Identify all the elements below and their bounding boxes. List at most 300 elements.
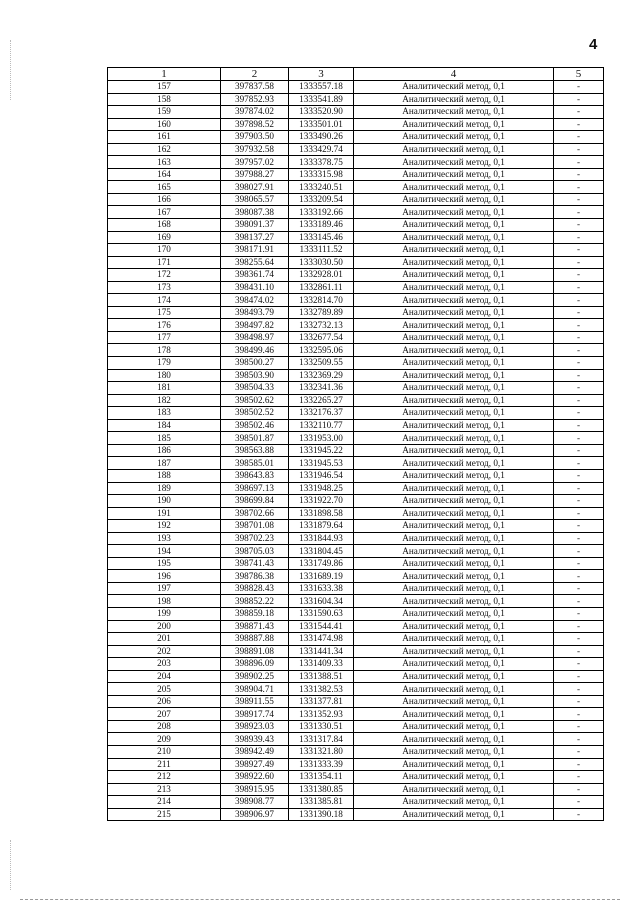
- method-cell: Аналитический метод, 0,1: [354, 244, 554, 257]
- method-cell: Аналитический метод, 0,1: [354, 382, 554, 395]
- method-cell: Аналитический метод, 0,1: [354, 219, 554, 232]
- y-coordinate-cell: 1333030.50: [289, 256, 354, 269]
- table-row: [108, 758, 604, 771]
- y-coordinate-cell: 1331844.93: [289, 532, 354, 545]
- point-number-cell: 179: [108, 357, 221, 370]
- note-cell: -: [554, 582, 604, 595]
- method-cell: Аналитический метод, 0,1: [354, 269, 554, 282]
- note-cell: -: [554, 808, 604, 821]
- table-row: [108, 281, 604, 294]
- y-coordinate-cell: 1332369.29: [289, 369, 354, 382]
- y-coordinate-cell: 1333315.98: [289, 168, 354, 181]
- table-row: [108, 495, 604, 508]
- y-coordinate-cell: 1331388.51: [289, 670, 354, 683]
- x-coordinate-cell: 398502.46: [221, 419, 289, 432]
- x-coordinate-cell: 398499.46: [221, 344, 289, 357]
- table-row: [108, 620, 604, 633]
- y-coordinate-cell: 1331409.33: [289, 658, 354, 671]
- y-coordinate-cell: 1333541.89: [289, 93, 354, 106]
- x-coordinate-cell: 398699.84: [221, 495, 289, 508]
- x-coordinate-cell: 398939.43: [221, 733, 289, 746]
- table-row: [108, 294, 604, 307]
- x-coordinate-cell: 398498.97: [221, 331, 289, 344]
- method-cell: Аналитический метод, 0,1: [354, 532, 554, 545]
- point-number-cell: 167: [108, 206, 221, 219]
- point-number-cell: 162: [108, 143, 221, 156]
- method-cell: Аналитический метод, 0,1: [354, 733, 554, 746]
- table-row: [108, 394, 604, 407]
- note-cell: -: [554, 281, 604, 294]
- note-cell: -: [554, 206, 604, 219]
- x-coordinate-cell: 398027.91: [221, 181, 289, 194]
- x-coordinate-cell: 398906.97: [221, 808, 289, 821]
- note-cell: -: [554, 294, 604, 307]
- method-cell: Аналитический метод, 0,1: [354, 81, 554, 94]
- method-cell: Аналитический метод, 0,1: [354, 118, 554, 131]
- note-cell: -: [554, 520, 604, 533]
- method-cell: Аналитический метод, 0,1: [354, 457, 554, 470]
- method-cell: Аналитический метод, 0,1: [354, 595, 554, 608]
- point-number-cell: 171: [108, 256, 221, 269]
- method-cell: Аналитический метод, 0,1: [354, 143, 554, 156]
- note-cell: -: [554, 670, 604, 683]
- x-coordinate-cell: 398091.37: [221, 219, 289, 232]
- x-coordinate-cell: 398859.18: [221, 607, 289, 620]
- note-cell: -: [554, 620, 604, 633]
- y-coordinate-cell: 1331689.19: [289, 570, 354, 583]
- note-cell: -: [554, 81, 604, 94]
- note-cell: -: [554, 607, 604, 620]
- scan-margin-mark: [10, 40, 11, 100]
- table-row: [108, 570, 604, 583]
- point-number-cell: 180: [108, 369, 221, 382]
- y-coordinate-cell: 1331804.45: [289, 545, 354, 558]
- table-row: [108, 670, 604, 683]
- x-coordinate-cell: 398137.27: [221, 231, 289, 244]
- method-cell: Аналитический метод, 0,1: [354, 633, 554, 646]
- table-row: [108, 306, 604, 319]
- column-header: 4: [354, 68, 554, 81]
- note-cell: -: [554, 156, 604, 169]
- point-number-cell: 204: [108, 670, 221, 683]
- note-cell: -: [554, 193, 604, 206]
- method-cell: Аналитический метод, 0,1: [354, 708, 554, 721]
- x-coordinate-cell: 398917.74: [221, 708, 289, 721]
- note-cell: -: [554, 469, 604, 482]
- x-coordinate-cell: 397874.02: [221, 106, 289, 119]
- table-row: [108, 244, 604, 257]
- table-row: [108, 708, 604, 721]
- x-coordinate-cell: 398502.62: [221, 394, 289, 407]
- method-cell: Аналитический метод, 0,1: [354, 432, 554, 445]
- point-number-cell: 206: [108, 695, 221, 708]
- point-number-cell: 194: [108, 545, 221, 558]
- y-coordinate-cell: 1331590.63: [289, 607, 354, 620]
- point-number-cell: 166: [108, 193, 221, 206]
- method-cell: Аналитический метод, 0,1: [354, 369, 554, 382]
- point-number-cell: 164: [108, 168, 221, 181]
- note-cell: -: [554, 369, 604, 382]
- table-row: [108, 131, 604, 144]
- table-row: [108, 319, 604, 332]
- note-cell: -: [554, 783, 604, 796]
- table-row: [108, 469, 604, 482]
- y-coordinate-cell: 1332928.01: [289, 269, 354, 282]
- table-row: [108, 331, 604, 344]
- note-cell: -: [554, 658, 604, 671]
- table-row: [108, 444, 604, 457]
- x-coordinate-cell: 398911.55: [221, 695, 289, 708]
- y-coordinate-cell: 1333111.52: [289, 244, 354, 257]
- method-cell: Аналитический метод, 0,1: [354, 106, 554, 119]
- method-cell: Аналитический метод, 0,1: [354, 495, 554, 508]
- y-coordinate-cell: 1332265.27: [289, 394, 354, 407]
- x-coordinate-cell: 398887.88: [221, 633, 289, 646]
- x-coordinate-cell: 398904.71: [221, 683, 289, 696]
- note-cell: -: [554, 457, 604, 470]
- table-row: [108, 507, 604, 520]
- table-row: [108, 745, 604, 758]
- scan-bottom-rule: [20, 899, 620, 900]
- y-coordinate-cell: 1331544.41: [289, 620, 354, 633]
- x-coordinate-cell: 398503.90: [221, 369, 289, 382]
- table-row: [108, 482, 604, 495]
- note-cell: -: [554, 695, 604, 708]
- x-coordinate-cell: 398942.49: [221, 745, 289, 758]
- point-number-cell: 213: [108, 783, 221, 796]
- table-row: [108, 168, 604, 181]
- method-cell: Аналитический метод, 0,1: [354, 394, 554, 407]
- x-coordinate-cell: 398915.95: [221, 783, 289, 796]
- method-cell: Аналитический метод, 0,1: [354, 319, 554, 332]
- column-header: 2: [221, 68, 289, 81]
- y-coordinate-cell: 1332732.13: [289, 319, 354, 332]
- note-cell: -: [554, 269, 604, 282]
- table-body: [108, 81, 604, 821]
- x-coordinate-cell: 398871.43: [221, 620, 289, 633]
- y-coordinate-cell: 1332341.36: [289, 382, 354, 395]
- method-cell: Аналитический метод, 0,1: [354, 695, 554, 708]
- x-coordinate-cell: 398431.10: [221, 281, 289, 294]
- x-coordinate-cell: 398087.38: [221, 206, 289, 219]
- method-cell: Аналитический метод, 0,1: [354, 645, 554, 658]
- method-cell: Аналитический метод, 0,1: [354, 294, 554, 307]
- note-cell: -: [554, 106, 604, 119]
- method-cell: Аналитический метод, 0,1: [354, 783, 554, 796]
- table-row: [108, 695, 604, 708]
- point-number-cell: 161: [108, 131, 221, 144]
- table-row: [108, 720, 604, 733]
- method-cell: Аналитический метод, 0,1: [354, 520, 554, 533]
- note-cell: -: [554, 357, 604, 370]
- y-coordinate-cell: 1331321.80: [289, 745, 354, 758]
- x-coordinate-cell: 398065.57: [221, 193, 289, 206]
- column-header: 5: [554, 68, 604, 81]
- point-number-cell: 159: [108, 106, 221, 119]
- x-coordinate-cell: 398504.33: [221, 382, 289, 395]
- point-number-cell: 198: [108, 595, 221, 608]
- y-coordinate-cell: 1332110.77: [289, 419, 354, 432]
- method-cell: Аналитический метод, 0,1: [354, 156, 554, 169]
- method-cell: Аналитический метод, 0,1: [354, 808, 554, 821]
- note-cell: -: [554, 143, 604, 156]
- x-coordinate-cell: 398852.22: [221, 595, 289, 608]
- x-coordinate-cell: 398741.43: [221, 557, 289, 570]
- y-coordinate-cell: 1331330.51: [289, 720, 354, 733]
- point-number-cell: 173: [108, 281, 221, 294]
- x-coordinate-cell: 397957.02: [221, 156, 289, 169]
- method-cell: Аналитический метод, 0,1: [354, 281, 554, 294]
- note-cell: -: [554, 557, 604, 570]
- note-cell: -: [554, 733, 604, 746]
- y-coordinate-cell: 1333501.01: [289, 118, 354, 131]
- table-row: [108, 645, 604, 658]
- table-row: [108, 181, 604, 194]
- y-coordinate-cell: 1331922.70: [289, 495, 354, 508]
- note-cell: -: [554, 382, 604, 395]
- y-coordinate-cell: 1331354.11: [289, 771, 354, 784]
- point-number-cell: 178: [108, 344, 221, 357]
- y-coordinate-cell: 1332789.89: [289, 306, 354, 319]
- x-coordinate-cell: 398643.83: [221, 469, 289, 482]
- y-coordinate-cell: 1333520.90: [289, 106, 354, 119]
- note-cell: -: [554, 219, 604, 232]
- method-cell: Аналитический метод, 0,1: [354, 469, 554, 482]
- note-cell: -: [554, 532, 604, 545]
- point-number-cell: 175: [108, 306, 221, 319]
- y-coordinate-cell: 1332176.37: [289, 407, 354, 420]
- point-number-cell: 202: [108, 645, 221, 658]
- x-coordinate-cell: 398927.49: [221, 758, 289, 771]
- table-row: [108, 633, 604, 646]
- table-row: [108, 407, 604, 420]
- point-number-cell: 208: [108, 720, 221, 733]
- table-row: [108, 658, 604, 671]
- point-number-cell: 200: [108, 620, 221, 633]
- note-cell: -: [554, 93, 604, 106]
- note-cell: -: [554, 507, 604, 520]
- y-coordinate-cell: 1333490.26: [289, 131, 354, 144]
- point-number-cell: 212: [108, 771, 221, 784]
- method-cell: Аналитический метод, 0,1: [354, 331, 554, 344]
- y-coordinate-cell: 1331377.81: [289, 695, 354, 708]
- method-cell: Аналитический метод, 0,1: [354, 357, 554, 370]
- point-number-cell: 184: [108, 419, 221, 432]
- x-coordinate-cell: 397932.58: [221, 143, 289, 156]
- x-coordinate-cell: 398585.01: [221, 457, 289, 470]
- table-row: [108, 357, 604, 370]
- method-cell: Аналитический метод, 0,1: [354, 582, 554, 595]
- method-cell: Аналитический метод, 0,1: [354, 444, 554, 457]
- point-number-cell: 205: [108, 683, 221, 696]
- y-coordinate-cell: 1331633.38: [289, 582, 354, 595]
- point-number-cell: 176: [108, 319, 221, 332]
- table-row: [108, 156, 604, 169]
- point-number-cell: 181: [108, 382, 221, 395]
- table-row: [108, 595, 604, 608]
- y-coordinate-cell: 1331333.39: [289, 758, 354, 771]
- x-coordinate-cell: 398902.25: [221, 670, 289, 683]
- point-number-cell: 163: [108, 156, 221, 169]
- table-row: [108, 432, 604, 445]
- y-coordinate-cell: 1331879.64: [289, 520, 354, 533]
- table-row: [108, 796, 604, 809]
- note-cell: -: [554, 344, 604, 357]
- y-coordinate-cell: 1333557.18: [289, 81, 354, 94]
- x-coordinate-cell: 398908.77: [221, 796, 289, 809]
- table-row: [108, 344, 604, 357]
- note-cell: -: [554, 595, 604, 608]
- x-coordinate-cell: 398896.09: [221, 658, 289, 671]
- x-coordinate-cell: 398255.64: [221, 256, 289, 269]
- method-cell: Аналитический метод, 0,1: [354, 507, 554, 520]
- x-coordinate-cell: 398502.52: [221, 407, 289, 420]
- y-coordinate-cell: 1331385.81: [289, 796, 354, 809]
- note-cell: -: [554, 244, 604, 257]
- y-coordinate-cell: 1331474.98: [289, 633, 354, 646]
- method-cell: Аналитический метод, 0,1: [354, 720, 554, 733]
- point-number-cell: 215: [108, 808, 221, 821]
- note-cell: -: [554, 545, 604, 558]
- method-cell: Аналитический метод, 0,1: [354, 771, 554, 784]
- method-cell: Аналитический метод, 0,1: [354, 206, 554, 219]
- y-coordinate-cell: 1333209.54: [289, 193, 354, 206]
- y-coordinate-cell: 1331441.34: [289, 645, 354, 658]
- method-cell: Аналитический метод, 0,1: [354, 482, 554, 495]
- table-row: [108, 256, 604, 269]
- point-number-cell: 211: [108, 758, 221, 771]
- table-row: [108, 771, 604, 784]
- table-row: [108, 545, 604, 558]
- y-coordinate-cell: 1331380.85: [289, 783, 354, 796]
- point-number-cell: 185: [108, 432, 221, 445]
- table-row: [108, 206, 604, 219]
- table-row: [108, 93, 604, 106]
- x-coordinate-cell: 397903.50: [221, 131, 289, 144]
- method-cell: Аналитический метод, 0,1: [354, 344, 554, 357]
- note-cell: -: [554, 419, 604, 432]
- point-number-cell: 160: [108, 118, 221, 131]
- y-coordinate-cell: 1333429.74: [289, 143, 354, 156]
- y-coordinate-cell: 1331948.25: [289, 482, 354, 495]
- x-coordinate-cell: 397837.58: [221, 81, 289, 94]
- y-coordinate-cell: 1331945.22: [289, 444, 354, 457]
- y-coordinate-cell: 1332814.70: [289, 294, 354, 307]
- x-coordinate-cell: 398922.60: [221, 771, 289, 784]
- note-cell: -: [554, 306, 604, 319]
- point-number-cell: 186: [108, 444, 221, 457]
- x-coordinate-cell: 398563.88: [221, 444, 289, 457]
- y-coordinate-cell: 1333240.51: [289, 181, 354, 194]
- table-row: [108, 520, 604, 533]
- column-header: 3: [289, 68, 354, 81]
- y-coordinate-cell: 1331749.86: [289, 557, 354, 570]
- method-cell: Аналитический метод, 0,1: [354, 683, 554, 696]
- x-coordinate-cell: 398923.03: [221, 720, 289, 733]
- y-coordinate-cell: 1331946.54: [289, 469, 354, 482]
- point-number-cell: 174: [108, 294, 221, 307]
- method-cell: Аналитический метод, 0,1: [354, 557, 554, 570]
- point-number-cell: 169: [108, 231, 221, 244]
- point-number-cell: 170: [108, 244, 221, 257]
- x-coordinate-cell: 398361.74: [221, 269, 289, 282]
- x-coordinate-cell: 398493.79: [221, 306, 289, 319]
- point-number-cell: 177: [108, 331, 221, 344]
- point-number-cell: 203: [108, 658, 221, 671]
- point-number-cell: 190: [108, 495, 221, 508]
- method-cell: Аналитический метод, 0,1: [354, 306, 554, 319]
- table-row: [108, 607, 604, 620]
- x-coordinate-cell: 398828.43: [221, 582, 289, 595]
- x-coordinate-cell: 398474.02: [221, 294, 289, 307]
- method-cell: Аналитический метод, 0,1: [354, 407, 554, 420]
- point-number-cell: 182: [108, 394, 221, 407]
- y-coordinate-cell: 1332861.11: [289, 281, 354, 294]
- x-coordinate-cell: 398702.66: [221, 507, 289, 520]
- y-coordinate-cell: 1332677.54: [289, 331, 354, 344]
- point-number-cell: 195: [108, 557, 221, 570]
- point-number-cell: 188: [108, 469, 221, 482]
- method-cell: Аналитический метод, 0,1: [354, 193, 554, 206]
- method-cell: Аналитический метод, 0,1: [354, 745, 554, 758]
- note-cell: -: [554, 570, 604, 583]
- note-cell: -: [554, 444, 604, 457]
- method-cell: Аналитический метод, 0,1: [354, 256, 554, 269]
- y-coordinate-cell: 1333189.46: [289, 219, 354, 232]
- y-coordinate-cell: 1331390.18: [289, 808, 354, 821]
- note-cell: -: [554, 683, 604, 696]
- note-cell: -: [554, 118, 604, 131]
- y-coordinate-cell: 1332509.55: [289, 357, 354, 370]
- note-cell: -: [554, 131, 604, 144]
- note-cell: -: [554, 432, 604, 445]
- column-header: 1: [108, 68, 221, 81]
- y-coordinate-cell: 1331898.58: [289, 507, 354, 520]
- y-coordinate-cell: 1333378.75: [289, 156, 354, 169]
- point-number-cell: 199: [108, 607, 221, 620]
- scan-margin-mark: [10, 840, 11, 890]
- y-coordinate-cell: 1333192.66: [289, 206, 354, 219]
- point-number-cell: 201: [108, 633, 221, 646]
- y-coordinate-cell: 1331352.93: [289, 708, 354, 721]
- table-row: [108, 231, 604, 244]
- y-coordinate-cell: 1332595.06: [289, 344, 354, 357]
- point-number-cell: 157: [108, 81, 221, 94]
- table-row: [108, 143, 604, 156]
- table-row: [108, 532, 604, 545]
- point-number-cell: 197: [108, 582, 221, 595]
- method-cell: Аналитический метод, 0,1: [354, 181, 554, 194]
- method-cell: Аналитический метод, 0,1: [354, 231, 554, 244]
- point-number-cell: 209: [108, 733, 221, 746]
- method-cell: Аналитический метод, 0,1: [354, 620, 554, 633]
- y-coordinate-cell: 1333145.46: [289, 231, 354, 244]
- x-coordinate-cell: 397852.93: [221, 93, 289, 106]
- method-cell: Аналитический метод, 0,1: [354, 131, 554, 144]
- note-cell: -: [554, 708, 604, 721]
- note-cell: -: [554, 181, 604, 194]
- y-coordinate-cell: 1331945.53: [289, 457, 354, 470]
- x-coordinate-cell: 397898.52: [221, 118, 289, 131]
- note-cell: -: [554, 168, 604, 181]
- note-cell: -: [554, 771, 604, 784]
- point-number-cell: 192: [108, 520, 221, 533]
- method-cell: Аналитический метод, 0,1: [354, 658, 554, 671]
- note-cell: -: [554, 407, 604, 420]
- note-cell: -: [554, 633, 604, 646]
- table-row: [108, 219, 604, 232]
- table-row: [108, 118, 604, 131]
